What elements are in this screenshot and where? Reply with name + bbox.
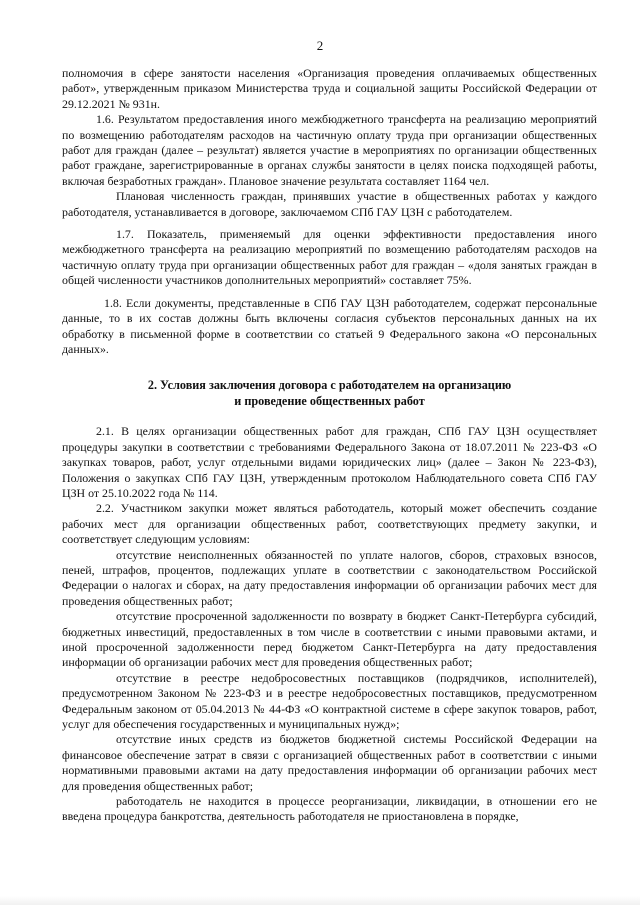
section-heading-line-1: 2. Условия заключения договора с работодателем на организацию	[147, 378, 512, 393]
paragraph-planned-count: Плановая численность граждан, принявших участие в общественных работах у каждого работодателя, устанавливается в договоре, заключаемом СПб ГАУ ЦЗН с работодателем.	[62, 189, 597, 219]
paragraph-continuation: полномочия в сфере занятости населения «Организация проведения оплачиваемых общественных работ», утвержденным приказом Министерства труда и социальной защиты Российской Федерации от 29.12.2021 № 931н.	[62, 66, 597, 111]
condition-budget-debt: отсутствие просроченной задолженности по возврату в бюджет Санкт-Петербурга субсидий, бюджетных инвестиций, предоставленных в том числе в соответствии с иными правовыми актами, и иной просроченной задолженности перед бюджетом Санкт-Петербурга на дату предоставления информации об организации рабочих мест для проведения общественных работ;	[62, 609, 597, 670]
paragraph-1-7: 1.7. Показатель, применяемый для оценки эффективности предоставления иного межбюджетного трансферта на реализацию мероприятий по возмещению работодателям расходов на частичную оплату труда при организации общественных работ для граждан – «доля занятых граждан в общей численности участников дополнительных мероприятий» составляет 75%.	[62, 227, 597, 288]
scan-edge	[0, 896, 640, 905]
condition-registry: отсутствие в реестре недобросовестных поставщиков (подрядчиков, исполнителей), предусмотренном Законом № 223-ФЗ и в реестре недобросовестных поставщиков, предусмотренном Федеральным законом от 05.04.2013 № 44-ФЗ «О контрактной системе в сфере закупок товаров, работ, услуг для обеспечения государственных и муниципальных нужд»;	[62, 670, 597, 732]
condition-reorganization: работодатель не находится в процессе реорганизации, ликвидации, в отношении его не введена процедура банкротства, деятельность работодателя не приостановлена в порядке,	[62, 794, 597, 824]
paragraph-1-6: 1.6. Результатом предоставления иного межбюджетного трансферта на реализацию мероприятий по возмещению работодателям расходов на частичную оплату труда при организации общественных работ для граждан (далее – результат) является участие в мероприятиях по организации общественных работ граждане, зарегистрированные в органах службы занятости в целях поиска подходящей работы, включая безработных граждан». Плановое значение результата составляет 1164 чел.	[62, 112, 597, 188]
condition-other-funds: отсутствие иных средств из бюджетов бюджетной системы Российской Федерации на финансовое обеспечение затрат в связи с организацией общественных работ в соответствии с иными нормативными правовыми актами на дату предоставления информации об организации рабочих мест для проведения общественных работ;	[62, 732, 597, 793]
paragraph-2-2: 2.2. Участником закупки может являться работодатель, который может обеспечить создание рабочих мест для организации общественных работ, соответствующих предмету закупки, и соответствует следующим условиям:	[62, 501, 597, 547]
page-number: 2	[316, 38, 324, 53]
condition-taxes: отсутствие неисполненных обязанностей по уплате налогов, сборов, страховых взносов, пеней, штрафов, процентов, подлежащих уплате в соответствии с законодательством Российской Федерации о налогах и сборах, на дату предоставления информации об организации рабочих мест для проведения общественных работ;	[62, 547, 597, 608]
section-heading-line-2: и проведение общественных работ	[234, 394, 425, 409]
paragraph-2-1: 2.1. В целях организации общественных работ для граждан, СПб ГАУ ЦЗН осуществляет процедуры закупки в соответствии с требованиями Федерального Закона от 18.07.2011 № 223-ФЗ «О закупках товаров, работ, услуг отдельными видами юридических лиц» (далее – Закон № 223-ФЗ), Положения о закупках СПб ГАУ ЦЗН, утвержденным протоколом Наблюдательного совета СПб ГАУ ЦЗН от 25.10.2022 года № 114.	[62, 424, 597, 500]
section-heading	[62, 377, 597, 409]
document-body	[62, 66, 597, 825]
paragraph-1-8: 1.8. Если документы, представленные в СПб ГАУ ЦЗН работодателем, содержат персональные данные, то в их состав должны быть включены согласия субъектов персональных данных на их обработку в письменной форме в соответствии со статьей 9 Федерального закона «О персональных данных».	[62, 295, 597, 356]
